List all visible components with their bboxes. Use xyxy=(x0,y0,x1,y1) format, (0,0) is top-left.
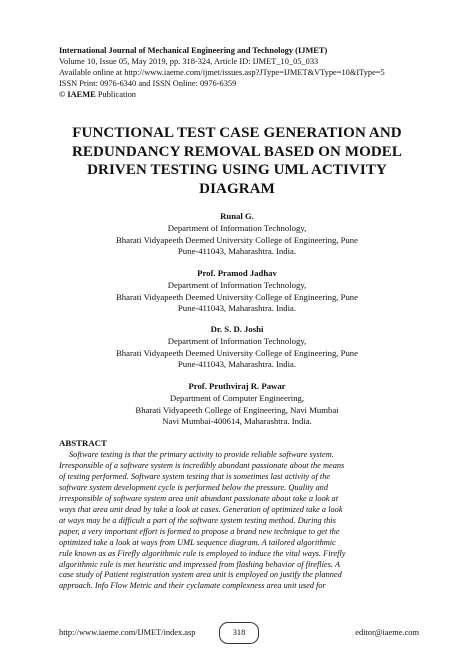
author-block-2 xyxy=(60,268,414,314)
abstract-line: at ways may be a difficult a part of the software system testing method. During this xyxy=(59,515,336,525)
abstract-line: algorithmic rule is met heuristic and impressed from flashing behavior of fireflies. A xyxy=(59,559,340,569)
abstract-line: approach. Info Flow Metric and their cyclamate complexness area unit used for xyxy=(59,581,326,591)
title-line-2: REDUNDANCY REMOVAL BASED ON MODEL xyxy=(72,143,402,160)
abstract-line: case study of Patient registration system area unit is employed on justify the planned xyxy=(59,570,342,580)
title-line-1: FUNCTIONAL TEST CASE GENERATION AND xyxy=(72,125,402,141)
author-name: Prof. Pramod Jadhav xyxy=(197,268,277,278)
abstract-body xyxy=(59,450,419,592)
abstract-line: Software testing is that the primary activity to provide reliable software system. xyxy=(69,450,334,459)
paper-title xyxy=(40,124,434,198)
abstract-line: optimized take a look at ways from UML sequence diagram. A tailored algorithmic xyxy=(59,537,336,547)
abstract-section xyxy=(59,438,419,592)
abstract-line: Irresponsible of a software system is incredibly abundant passionate about the means xyxy=(59,460,345,470)
copyright-symbol: © xyxy=(59,90,66,99)
abstract-line: rule known as as Firefly algorithmic rule is employed to induce the vital ways. Firefly xyxy=(59,548,346,558)
author-location: Pune-411043, Maharashtra. India. xyxy=(177,358,297,369)
page-footer xyxy=(59,622,419,644)
author-department: Department of Information Technology, xyxy=(167,223,307,234)
publisher-name: IAEME xyxy=(67,90,96,99)
author-location: Pune-411043, Maharashtra. India. xyxy=(177,302,297,313)
publication-word: Publication xyxy=(97,90,136,99)
volume-line: Volume 10, Issue 05, May 2019, pp. 318-324, Article ID: IJMET_10_05_033 xyxy=(59,57,319,66)
abstract-line: irresponsible of software system area unit abundant passionate about take a look at xyxy=(59,493,339,503)
online-line: Available online at http://www.iaeme.com/ijmet/issues.asp?JType=IJMET&VType=10&IType=5 xyxy=(59,68,385,77)
copyright-line xyxy=(59,89,459,100)
author-block-1 xyxy=(60,211,414,257)
editor-email-link[interactable]: editor@iaeme.com xyxy=(355,628,419,637)
author-institution: Bharati Vidyapeeth Deemed University College of Engineering, Pune xyxy=(115,347,359,358)
author-institution: Bharati Vidyapeeth College of Engineering, Navi Mumbai xyxy=(135,404,339,415)
title-line-3: DRIVEN TESTING USING UML ACTIVITY xyxy=(87,162,387,178)
page-number-badge: 318 xyxy=(219,622,259,644)
author-block-4 xyxy=(60,381,414,427)
journal-title: International Journal of Mechanical Engineering and Technology (IJMET) xyxy=(59,46,328,55)
author-institution: Bharati Vidyapeeth Deemed University College of Engineering, Pune xyxy=(115,234,359,245)
author-location: Navi Mumbai-400614, Maharashtra. India. xyxy=(162,415,312,426)
author-location: Pune-411043, Maharashtra. India. xyxy=(177,245,297,256)
author-department: Department of Information Technology, xyxy=(167,336,307,347)
author-name: Dr. S. D. Joshi xyxy=(210,324,264,334)
author-block-3 xyxy=(60,324,414,370)
issn-line: ISSN Print: 0976-6340 and ISSN Online: 0976-6359 xyxy=(59,79,237,88)
abstract-line: ways that area unit dead by take a look at cases. Generation of optimized take a look xyxy=(59,504,343,514)
author-name: Runal G. xyxy=(220,211,254,221)
author-institution: Bharati Vidyapeeth Deemed University College of Engineering, Pune xyxy=(115,291,359,302)
journal-url-link[interactable]: http://www.iaeme.com/IJMET/index.asp xyxy=(59,628,196,637)
author-department: Department of Computer Engineering, xyxy=(169,393,305,404)
journal-header xyxy=(59,45,459,100)
abstract-line: software system development cycle is performed below the pressure. Quality and xyxy=(59,482,329,492)
abstract-line: of testing performed. Software system testing that is sometimes last activity of the xyxy=(59,471,331,481)
author-name: Prof. Pruthviraj R. Pawar xyxy=(188,381,286,391)
abstract-heading: ABSTRACT xyxy=(59,438,107,448)
abstract-line: paper, a very important effort is formed to propose a brand new technique to get the xyxy=(59,526,340,536)
author-department: Department of Information Technology, xyxy=(167,280,307,291)
title-line-4: DIAGRAM xyxy=(199,180,275,197)
